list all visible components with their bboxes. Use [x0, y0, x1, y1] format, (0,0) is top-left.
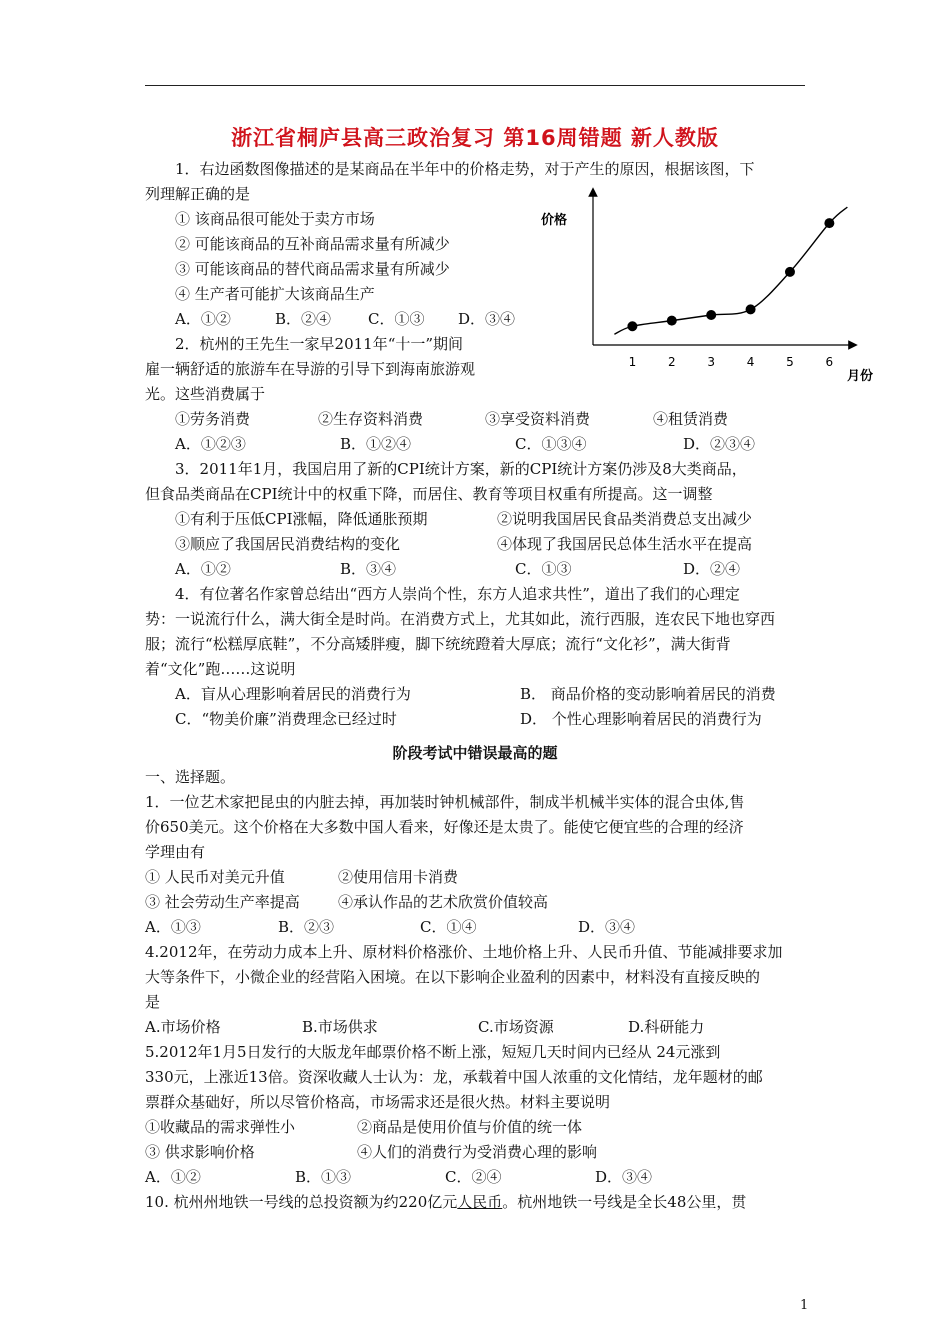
- q2-option-2: ②生存资料消费: [318, 410, 424, 428]
- s1-answer-a: A．①③: [145, 918, 201, 936]
- q2-option-3: ③享受资料消费: [485, 410, 591, 428]
- s4-stem-line1: 4.2012年，在劳动力成本上升、原材料价格涨价、土地价格上升、人民币升值、节能减排要求加: [145, 943, 783, 961]
- q1-stem-line1: 1．右边函数图像描述的是某商品在半年中的价格走势，对于产生的原因，根据该图，下: [175, 160, 755, 178]
- q1-answer-a: A．①②: [175, 310, 231, 328]
- s5-option-4: ④人们的消费行为受消费心理的影响: [357, 1143, 598, 1161]
- section-heading: 阶段考试中错误最高的题: [392, 744, 558, 762]
- s1-answer-c: C．①④: [420, 918, 477, 936]
- q2-option-1: ①劳务消费: [175, 410, 251, 428]
- data-point-4: [746, 304, 756, 314]
- s5-stem-line3: 票群众基础好，所以尽管价格高，市场需求还是很火热。材料主要说明: [145, 1093, 611, 1111]
- q2-stem-line3: 光。这些消费属于: [145, 385, 266, 403]
- page-title: 浙江省桐庐县高三政治复习 第16周错题 新人教版: [231, 126, 719, 150]
- data-point-1: [627, 321, 637, 331]
- x-tick-label: 5: [786, 355, 794, 369]
- s5-answer-a: A．①②: [145, 1168, 201, 1186]
- s1-option-2: ②使用信用卡消费: [338, 868, 459, 886]
- s5-answer-c: C．②④: [445, 1168, 502, 1186]
- s10-stem-part1: 10. 杭州州地铁一号线的总投资额为约220亿元: [145, 1193, 458, 1211]
- s4-stem-line3: 是: [145, 993, 161, 1011]
- q1-answer-d: D．③④: [458, 310, 516, 328]
- s1-stem-line2: 价650美元。这个价格在大多数中国人看来，好像还是太贵了。能使它便宜些的合理的经济: [145, 818, 744, 836]
- q3-stem-line2: 但食品类商品在CPI统计中的权重下降，而居住、教育等项目权重有所提高。这一调整: [145, 485, 713, 503]
- q3-answer-a: A．①②: [175, 560, 231, 578]
- q2-answer-a: A．①②③: [175, 435, 246, 453]
- data-point-6: [824, 218, 834, 228]
- s4-answer-c: C.市场资源: [478, 1018, 554, 1036]
- price-chart: [535, 180, 874, 390]
- s1-option-4: ④承认作品的艺术欣赏价值较高: [338, 893, 549, 911]
- s1-answer-b: B．②③: [278, 918, 335, 936]
- x-tick-label: 1: [628, 355, 637, 369]
- q2-stem-line2: 雇一辆舒适的旅游车在导游的引导下到海南旅游观: [145, 360, 476, 378]
- q1-option-3: ③ 可能该商品的替代商品需求量有所减少: [175, 260, 450, 278]
- q2-answer-b: B．①②④: [340, 435, 412, 453]
- q3-answer-c: C．①③: [515, 560, 572, 578]
- s1-option-3: ③ 社会劳动生产率提高: [145, 893, 300, 911]
- q1-option-2: ② 可能该商品的互补商品需求量有所减少: [175, 235, 450, 253]
- q4-stem-line4: 着“文化”跑……这说明: [145, 660, 296, 678]
- s5-answer-d: D．③④: [595, 1168, 653, 1186]
- q1-option-1: ① 该商品很可能处于卖方市场: [175, 210, 375, 228]
- q4-option-d: D． 个性心理影响着居民的消费行为: [520, 710, 762, 728]
- q1-option-4: ④ 生产者可能扩大该商品生产: [175, 285, 375, 303]
- x-tick-label: 3: [707, 355, 716, 369]
- q4-option-a: A．盲从心理影响着居民的消费行为: [175, 685, 411, 703]
- q1-answer-b: B．②④: [275, 310, 332, 328]
- x-tick-label: 6: [825, 355, 834, 369]
- s5-option-2: ②商品是使用价值与价值的统一体: [357, 1118, 583, 1136]
- x-tick-label: 2: [667, 355, 676, 369]
- s5-stem-line2: 330元，上涨近13倍。资深收藏人士认为：龙，承载着中国人浓重的文化情结，龙年题材的邮: [145, 1068, 763, 1086]
- rmb-link[interactable]: 人民币: [457, 1193, 503, 1211]
- s4-stem-line2: 大等条件下，小微企业的经营陷入困境。在以下影响企业盈利的因素中，材料没有直接反映的: [145, 968, 761, 986]
- q3-option-1: ①有利于压低CPI涨幅，降低通胀预期: [175, 510, 428, 528]
- q4-stem-line2: 势：一说流行什么，满大街全是时尚。在消费方式上，尤其如此，流行西服，连农民下地也穿西: [145, 610, 776, 628]
- q3-stem-line1: 3．2011年1月，我国启用了新的CPI统计方案，新的CPI统计方案仍涉及8大类商品，: [175, 460, 747, 478]
- q4-option-c: C．“物美价廉”消费理念已经过时: [175, 710, 397, 728]
- y-axis-label: 价格: [541, 213, 568, 228]
- s4-answer-b: B.市场供求: [302, 1018, 378, 1036]
- s10-stem: [145, 1191, 746, 1212]
- q3-option-2: ②说明我国居民食品类消费总支出减少: [497, 510, 753, 528]
- s1-stem-line1: 1．一位艺术家把昆虫的内脏去掉，再加装时钟机械部件，制成半机械半实体的混合虫体,售: [145, 793, 745, 811]
- s5-option-3: ③ 供求影响价格: [145, 1143, 255, 1161]
- s5-stem-line1: 5.2012年1月5日发行的大版龙年邮票价格不断上涨，短短几天时间内已经从 24元涨到: [145, 1043, 721, 1061]
- q3-answer-d: D．②④: [683, 560, 741, 578]
- q1-stem-line2: 列理解正确的是: [145, 185, 251, 203]
- s1-option-1: ① 人民币对美元升值: [145, 868, 285, 886]
- x-axis-label: 月份: [847, 369, 874, 384]
- data-point-5: [785, 267, 795, 277]
- q3-option-3: ③顺应了我国居民消费结构的变化: [175, 535, 401, 553]
- q2-answer-c: C．①③④: [515, 435, 587, 453]
- data-point-3: [706, 310, 716, 320]
- q1-answer-c: C．①③: [368, 310, 425, 328]
- x-tick-label: 4: [746, 355, 755, 369]
- s4-answer-a: A.市场价格: [145, 1018, 221, 1036]
- price-curve: [614, 207, 847, 334]
- top-rule: [145, 85, 805, 86]
- q3-option-4: ④体现了我国居民总体生活水平在提高: [497, 535, 753, 553]
- q2-answer-d: D．②③④: [683, 435, 756, 453]
- s1-answer-d: D．③④: [578, 918, 636, 936]
- q2-option-4: ④租赁消费: [653, 410, 729, 428]
- q4-stem-line3: 服；流行“松糕厚底鞋”，不分高矮胖瘦，脚下统统蹬着大厚底；流行“文化衫”，满大街背: [145, 635, 731, 653]
- s5-answer-b: B．①③: [295, 1168, 352, 1186]
- s10-stem-part2: 。杭州地铁一号线是全长48公里，贯: [502, 1193, 747, 1211]
- q4-stem-line1: 4．有位著名作家曾总结出“西方人崇尚个性，东方人追求共性”，道出了我们的心理定: [175, 585, 740, 603]
- s4-answer-d: D.科研能力: [628, 1018, 705, 1036]
- data-point-2: [667, 316, 677, 326]
- q3-answer-b: B．③④: [340, 560, 397, 578]
- q2-stem-line1: 2．杭州的王先生一家早2011年“十一”期间: [175, 335, 464, 353]
- page-number: 1: [800, 1298, 809, 1313]
- s5-option-1: ①收藏品的需求弹性小: [145, 1118, 296, 1136]
- s1-stem-line3: 学理由有: [145, 843, 206, 861]
- section-subheading: 一、选择题。: [145, 768, 236, 786]
- q4-option-b: B． 商品价格的变动影响着居民的消费: [520, 685, 776, 703]
